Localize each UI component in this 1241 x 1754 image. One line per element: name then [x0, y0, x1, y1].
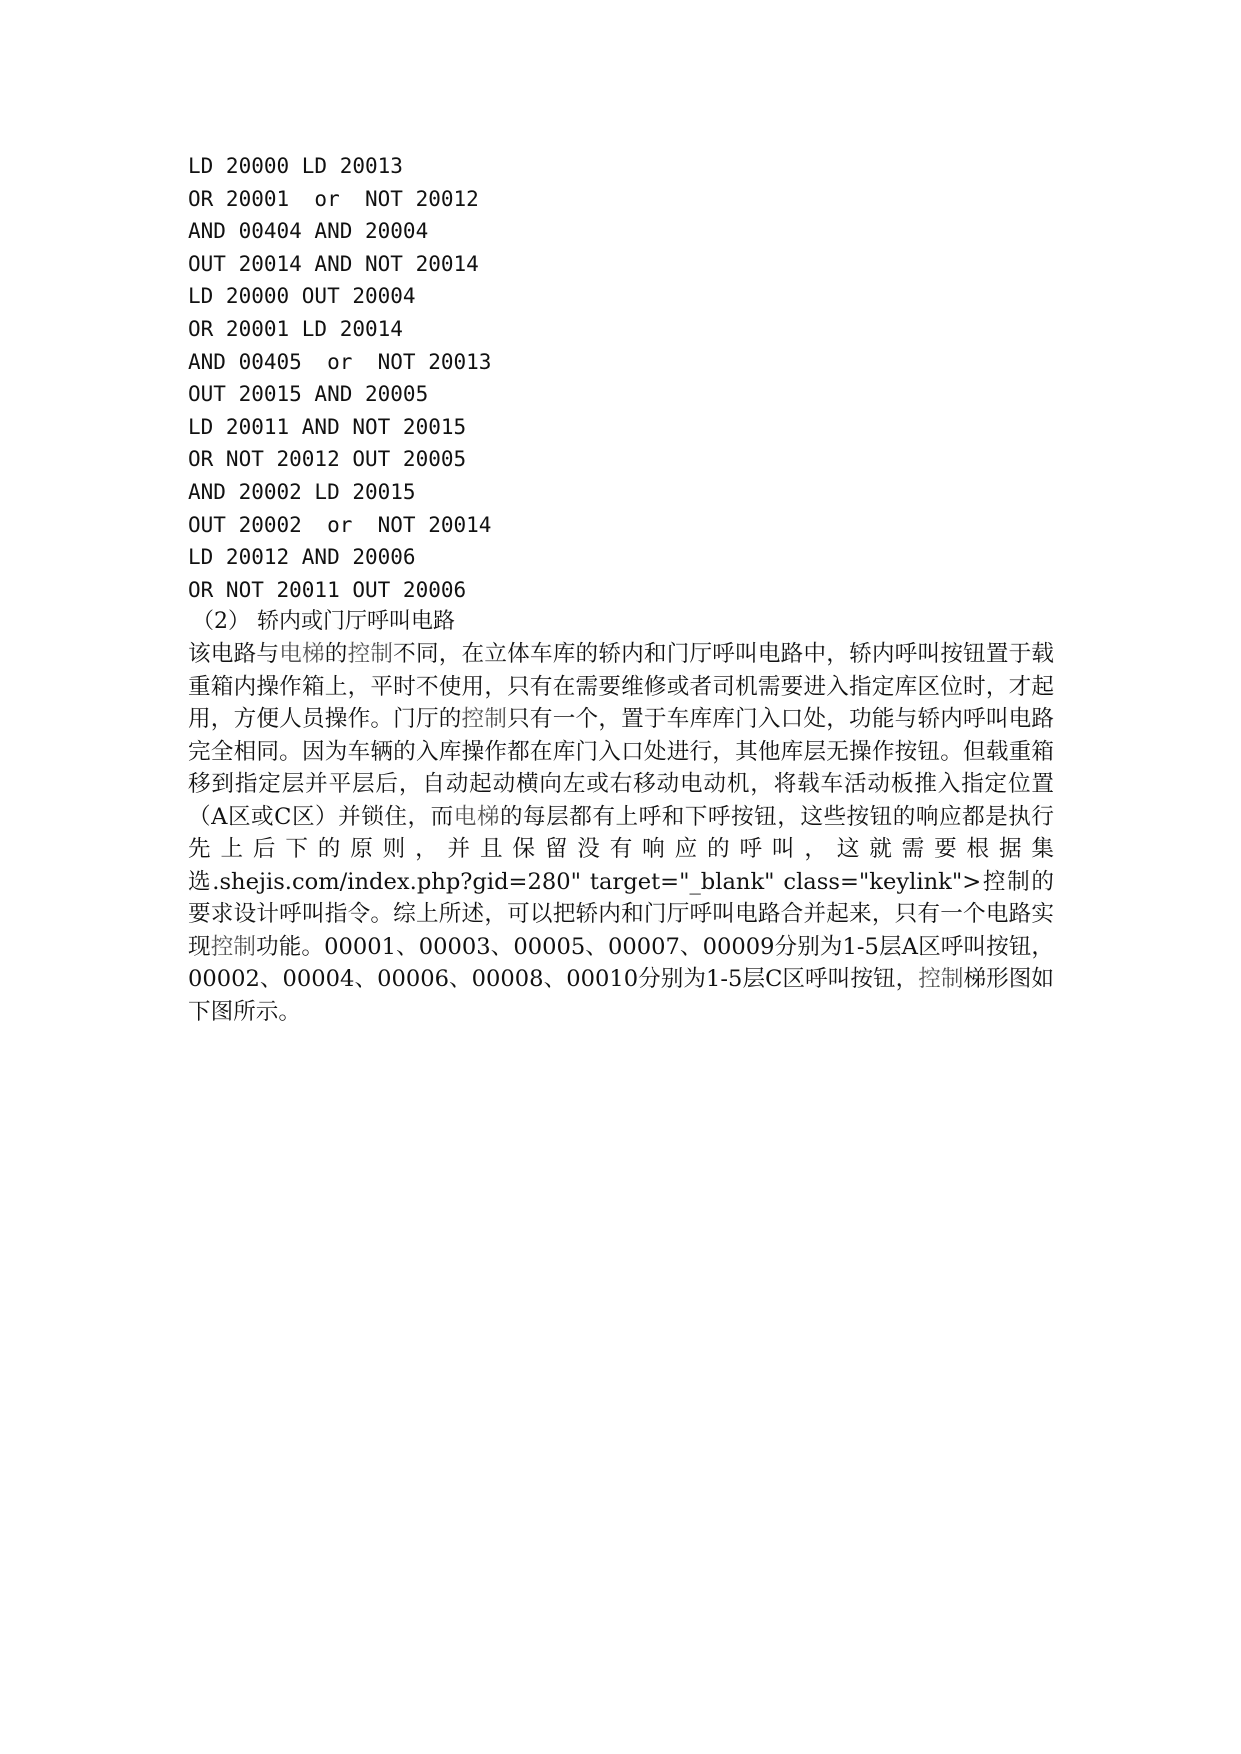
paragraph-text: 该电路与 [188, 641, 280, 668]
code-line: LD 20011 AND NOT 20015 [188, 414, 467, 439]
keyword-link[interactable]: 控制 [347, 641, 394, 668]
keyword-link[interactable]: 控制 [210, 933, 257, 960]
code-line: OR NOT 20011 OUT 20006 [188, 577, 467, 602]
code-line: AND 00405 or NOT 20013 [188, 349, 492, 374]
keyword-link[interactable]: 控制 [461, 706, 508, 733]
code-line: OR NOT 20012 OUT 20005 [188, 447, 467, 472]
document-page [188, 150, 1054, 1028]
code-line: AND 00404 AND 20004 [188, 219, 429, 244]
paragraph-text: 梯形图如下图所示。 [188, 966, 1055, 1025]
paragraph-text: 只有一个，置于车库库门入口处，功能与轿内呼叫电路完全相同。因为车辆的入库操作都在库门入口处进行，其他库层无操作按钮。但载重箱移到指定层并平层后，自动起动横向左或右移动电动机，将载车活动板推入指定位置（A区或C区）并锁住，而 [188, 706, 1055, 830]
paragraph-text: 不同，在立体车库的轿内和门厅呼叫电路中，轿内呼叫按钮置于载重箱内操作箱上，平时不使用，只有在需要维修或者司机需要进入指定库区位时，才起用，方便人员操作。门厅的 [188, 641, 1055, 733]
code-line: OR 20001 LD 20014 [188, 316, 403, 341]
code-line: OUT 20015 AND 20005 [188, 382, 429, 407]
section-heading: （2） 轿内或门厅呼叫电路 [192, 609, 455, 635]
keyword-link[interactable]: 电梯 [453, 803, 500, 830]
code-line: LD 20000 OUT 20004 [188, 284, 416, 309]
paragraph-text: 的每层都有上呼和下呼按钮，这些按钮的响应都是执行先上后下的原则，并且保留没有响应的呼叫，这就需要根据集选.shejis.com/index.php?gid=280" target="_blank" class="keylink">控制的要求设计呼叫指令。综上所述，可以把轿内和门厅呼叫电路合并起来，只有一个电路实现 [188, 803, 1055, 960]
code-line: LD 20000 LD 20013 [188, 154, 403, 178]
code-line: OR 20001 or NOT 20012 [188, 186, 479, 211]
code-line: OUT 20014 AND NOT 20014 [188, 251, 479, 276]
keyword-link[interactable]: 控制 [918, 966, 964, 993]
code-line: LD 20012 AND 20006 [188, 545, 416, 570]
code-line: AND 20002 LD 20015 [188, 479, 416, 504]
code-line: OUT 20002 or NOT 20014 [188, 512, 492, 537]
paragraph-text: 的 [324, 641, 348, 668]
keyword-link[interactable]: 电梯 [279, 641, 325, 668]
paragraph-text: 功能。00001、00003、00005、00007、00009分别为1-5层A区呼叫按钮，00002、00004、00006、00008、00010分别为1-5层C区呼叫按钮， [188, 933, 1055, 993]
body-paragraph [188, 638, 1054, 1028]
plc-instruction-list [188, 150, 1054, 606]
